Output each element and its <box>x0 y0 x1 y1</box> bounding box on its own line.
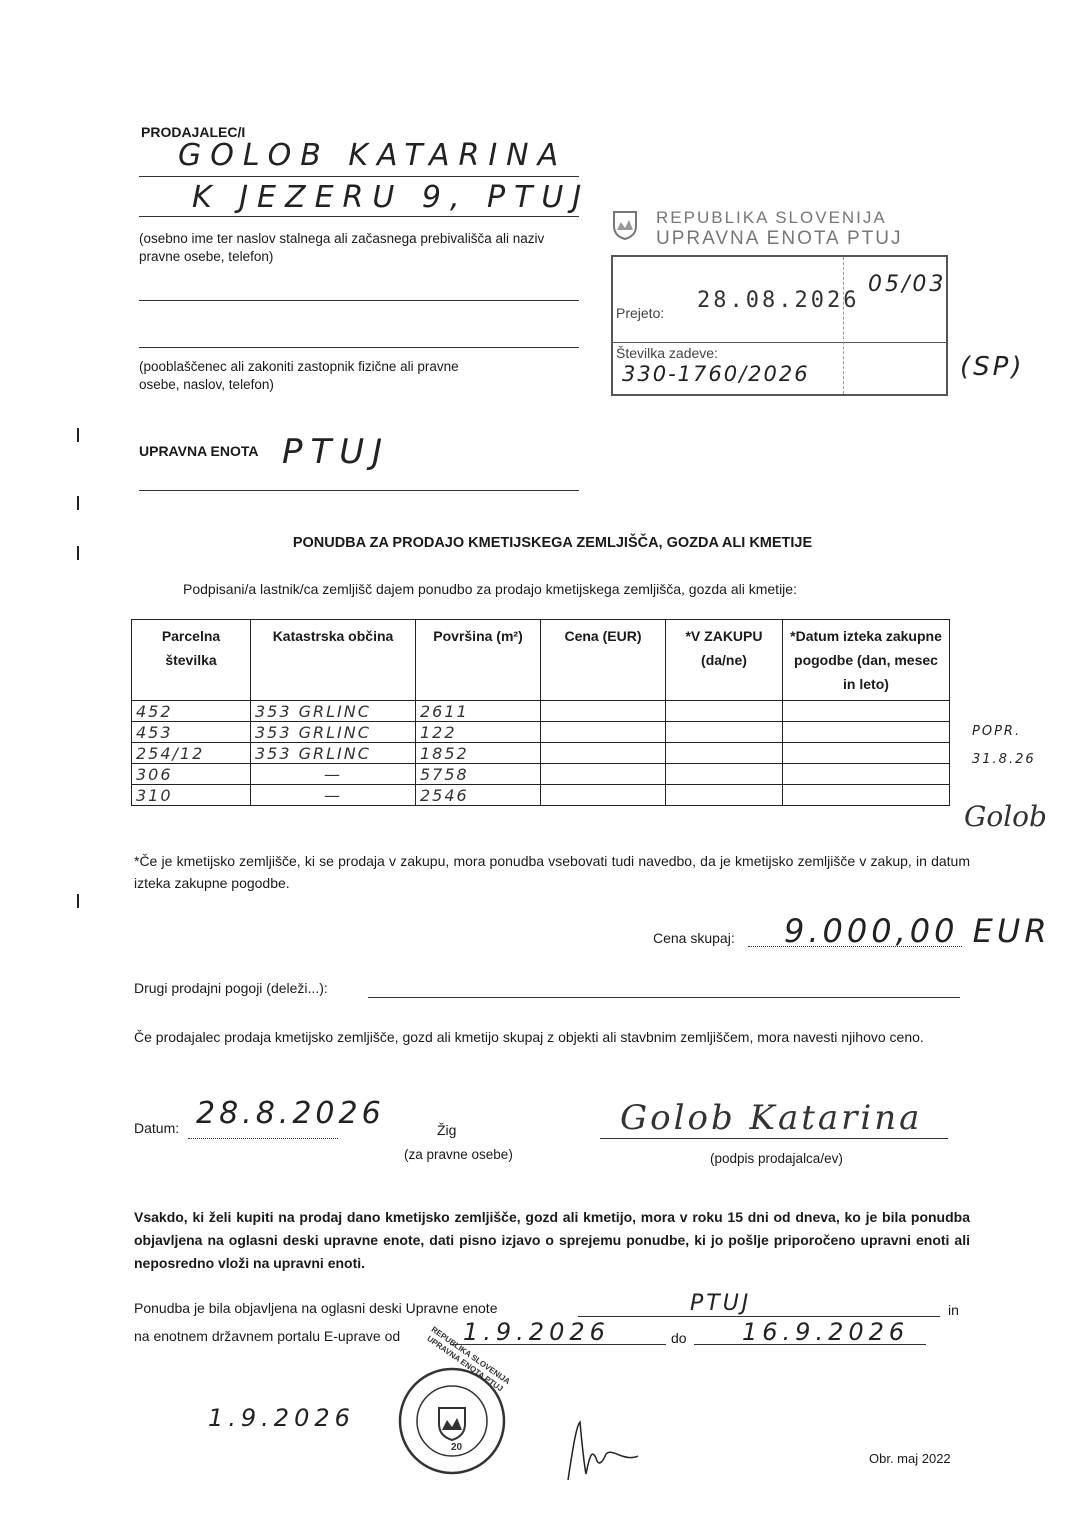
cell-cadastral: — <box>251 764 416 785</box>
header-area: Površina (m²) <box>416 620 541 701</box>
round-stamp-text: REPUBLIKA SLOVENIJA UPRAVNA ENOTA PTUJ <box>425 1324 512 1394</box>
publication-label-2: na enotnem državnem portalu E-uprave od <box>134 1328 401 1344</box>
cell-area: 2611 <box>416 701 541 722</box>
office-line <box>139 490 579 491</box>
cell-lease-end <box>783 764 950 785</box>
cell-area: 1852 <box>416 743 541 764</box>
total-label: Cena skupaj: <box>653 930 735 946</box>
table-row <box>132 743 950 764</box>
table-header-row <box>132 620 950 701</box>
header-parcel: Parcelna številka <box>132 620 251 701</box>
signature-caption: (podpis prodajalca/ev) <box>710 1151 843 1166</box>
case-number-label: Številka zadeve: <box>616 345 718 361</box>
seller-address-line <box>139 216 579 217</box>
header-price: Cena (EUR) <box>541 620 666 701</box>
table-row <box>132 785 950 806</box>
stamp-mark: (SP) <box>960 352 1025 382</box>
publication-office-line <box>578 1316 940 1317</box>
seller-extra-line <box>139 300 579 301</box>
cell-price <box>541 701 666 722</box>
cell-parcel: 453 <box>132 722 251 743</box>
cell-cadastral: 353 GRLINC <box>251 722 416 743</box>
publication-label-1: Ponudba je bila objavljena na oglasni deski Upravne enote <box>134 1300 498 1316</box>
header-cadastral: Katastrska občina <box>251 620 416 701</box>
other-terms-label: Drugi prodajni pogoji (deleži...): <box>134 980 328 996</box>
cell-lease-end <box>783 785 950 806</box>
representative-line <box>139 347 579 348</box>
office-handwritten: PTUJ <box>282 432 391 472</box>
table-row <box>132 764 950 785</box>
total-line <box>748 946 962 947</box>
cell-parcel: 254/12 <box>132 743 251 764</box>
margin-mark <box>77 894 79 908</box>
publication-to-label: do <box>671 1330 687 1346</box>
margin-mark <box>77 428 79 442</box>
cell-cadastral: 353 GRLINC <box>251 701 416 722</box>
publication-to-date: 16.9.2026 <box>742 1318 910 1346</box>
margin-mark <box>77 496 79 510</box>
seller-address: K JEZERU 9, PTUJ <box>192 180 591 215</box>
other-terms-line <box>368 997 960 998</box>
stamp-side-number: 05/03 <box>868 272 947 297</box>
table-margin-signature: Golob <box>964 800 1047 833</box>
cell-area: 5758 <box>416 764 541 785</box>
table-margin-note: POPR. 31.8.26 <box>972 724 1036 767</box>
form-title: PONUDBA ZA PRODAJO KMETIJSKEGA ZEMLJIŠČA, GOZDA ALI KMETIJE <box>292 535 813 551</box>
cell-parcel: 306 <box>132 764 251 785</box>
seller-caption: (osebno ime ter naslov stalnega ali začasnega prebivališča ali naziv pravne osebe, telefon) <box>139 231 545 264</box>
cell-lease-end <box>783 701 950 722</box>
cell-price <box>541 785 666 806</box>
cell-parcel: 310 <box>132 785 251 806</box>
round-stamp-number: 20 <box>451 1442 463 1453</box>
footer-handwritten-date: 1.9.2026 <box>208 1404 355 1432</box>
seal-label: Žig <box>437 1122 457 1138</box>
publication-suffix: in <box>948 1302 959 1318</box>
form-intro: Podpisani/a lastnik/ca zemljišč dajem ponudbo za prodajo kmetijskega zemljišča, gozda ali kmetije: <box>183 581 797 597</box>
received-date: 28.08.2026 <box>697 288 860 313</box>
received-label: Prejeto: <box>616 305 665 321</box>
stamp-line1: REPUBLIKA SLOVENIJA <box>656 208 887 227</box>
seal-caption: (za pravne osebe) <box>404 1147 513 1162</box>
cell-price <box>541 764 666 785</box>
seller-signature: Golob Katarina <box>620 1098 923 1138</box>
official-initials-icon <box>562 1414 642 1484</box>
cell-lease <box>666 764 783 785</box>
cell-parcel: 452 <box>132 701 251 722</box>
publication-from-date: 1.9.2026 <box>463 1318 610 1346</box>
cell-lease <box>666 701 783 722</box>
cell-lease-end <box>783 722 950 743</box>
lease-footnote: *Če je kmetijsko zemljišče, ki se prodaja v zakupu, mora ponudba vsebovati tudi navedbo, da je kmetijsko zemljišče v zakup, in datum izteka zakupne pogodbe. <box>134 853 970 891</box>
parcel-table <box>131 619 950 806</box>
cell-cadastral: 353 GRLINC <box>251 743 416 764</box>
header-lease-end: *Datum izteka zakupne pogodbe (dan, mesec in leto) <box>783 620 950 701</box>
date-line <box>188 1138 338 1139</box>
table-row <box>132 722 950 743</box>
case-number: 330-1760/2026 <box>622 362 810 386</box>
form-version: Obr. maj 2022 <box>869 1451 951 1466</box>
seller-name: GOLOB KATARINA <box>178 138 568 173</box>
cell-lease-end <box>783 743 950 764</box>
seller-heading: PRODAJALEC/I <box>141 124 246 140</box>
table-row <box>132 701 950 722</box>
seller-name-line <box>139 176 579 177</box>
stamp-line2: UPRAVNA ENOTA PTUJ <box>656 228 903 249</box>
publication-office: PTUJ <box>690 1291 752 1316</box>
cell-lease <box>666 785 783 806</box>
cell-lease <box>666 722 783 743</box>
cell-price <box>541 743 666 764</box>
cell-cadastral: — <box>251 785 416 806</box>
total-value: 9.000,00 EUR <box>784 912 1051 950</box>
acceptance-notice: Vsakdo, ki želi kupiti na prodaj dano kmetijsko zemljišče, gozd ali kmetijo, mora v roku 15 dni od dneva, ko je bila ponudba objavljena na oglasni deski upravne enote, dati pisno izjavo o sprejemu ponudbe, ki jo pošlje priporočeno upravni enoti ali neposredno vloži na upravni enoti. <box>134 1209 970 1271</box>
cell-area: 122 <box>416 722 541 743</box>
cell-lease <box>666 743 783 764</box>
signature-line <box>600 1138 948 1139</box>
date-label: Datum: <box>134 1120 180 1136</box>
cell-price <box>541 722 666 743</box>
header-lease: *V ZAKUPU (da/ne) <box>666 620 783 701</box>
cell-area: 2546 <box>416 785 541 806</box>
objects-note: Če prodajalec prodaja kmetijsko zemljišče, gozd ali kmetijo skupaj z objekti ali stavbnim zemljiščem, mora navesti njihovo ceno. <box>134 1029 924 1045</box>
representative-caption: (pooblaščenec ali zakoniti zastopnik fizične ali pravne osebe, naslov, telefon) <box>139 359 459 392</box>
date-value: 28.8.2026 <box>196 1096 385 1131</box>
office-heading: UPRAVNA ENOTA <box>139 443 259 459</box>
slovenia-coat-of-arms-icon <box>612 210 638 240</box>
